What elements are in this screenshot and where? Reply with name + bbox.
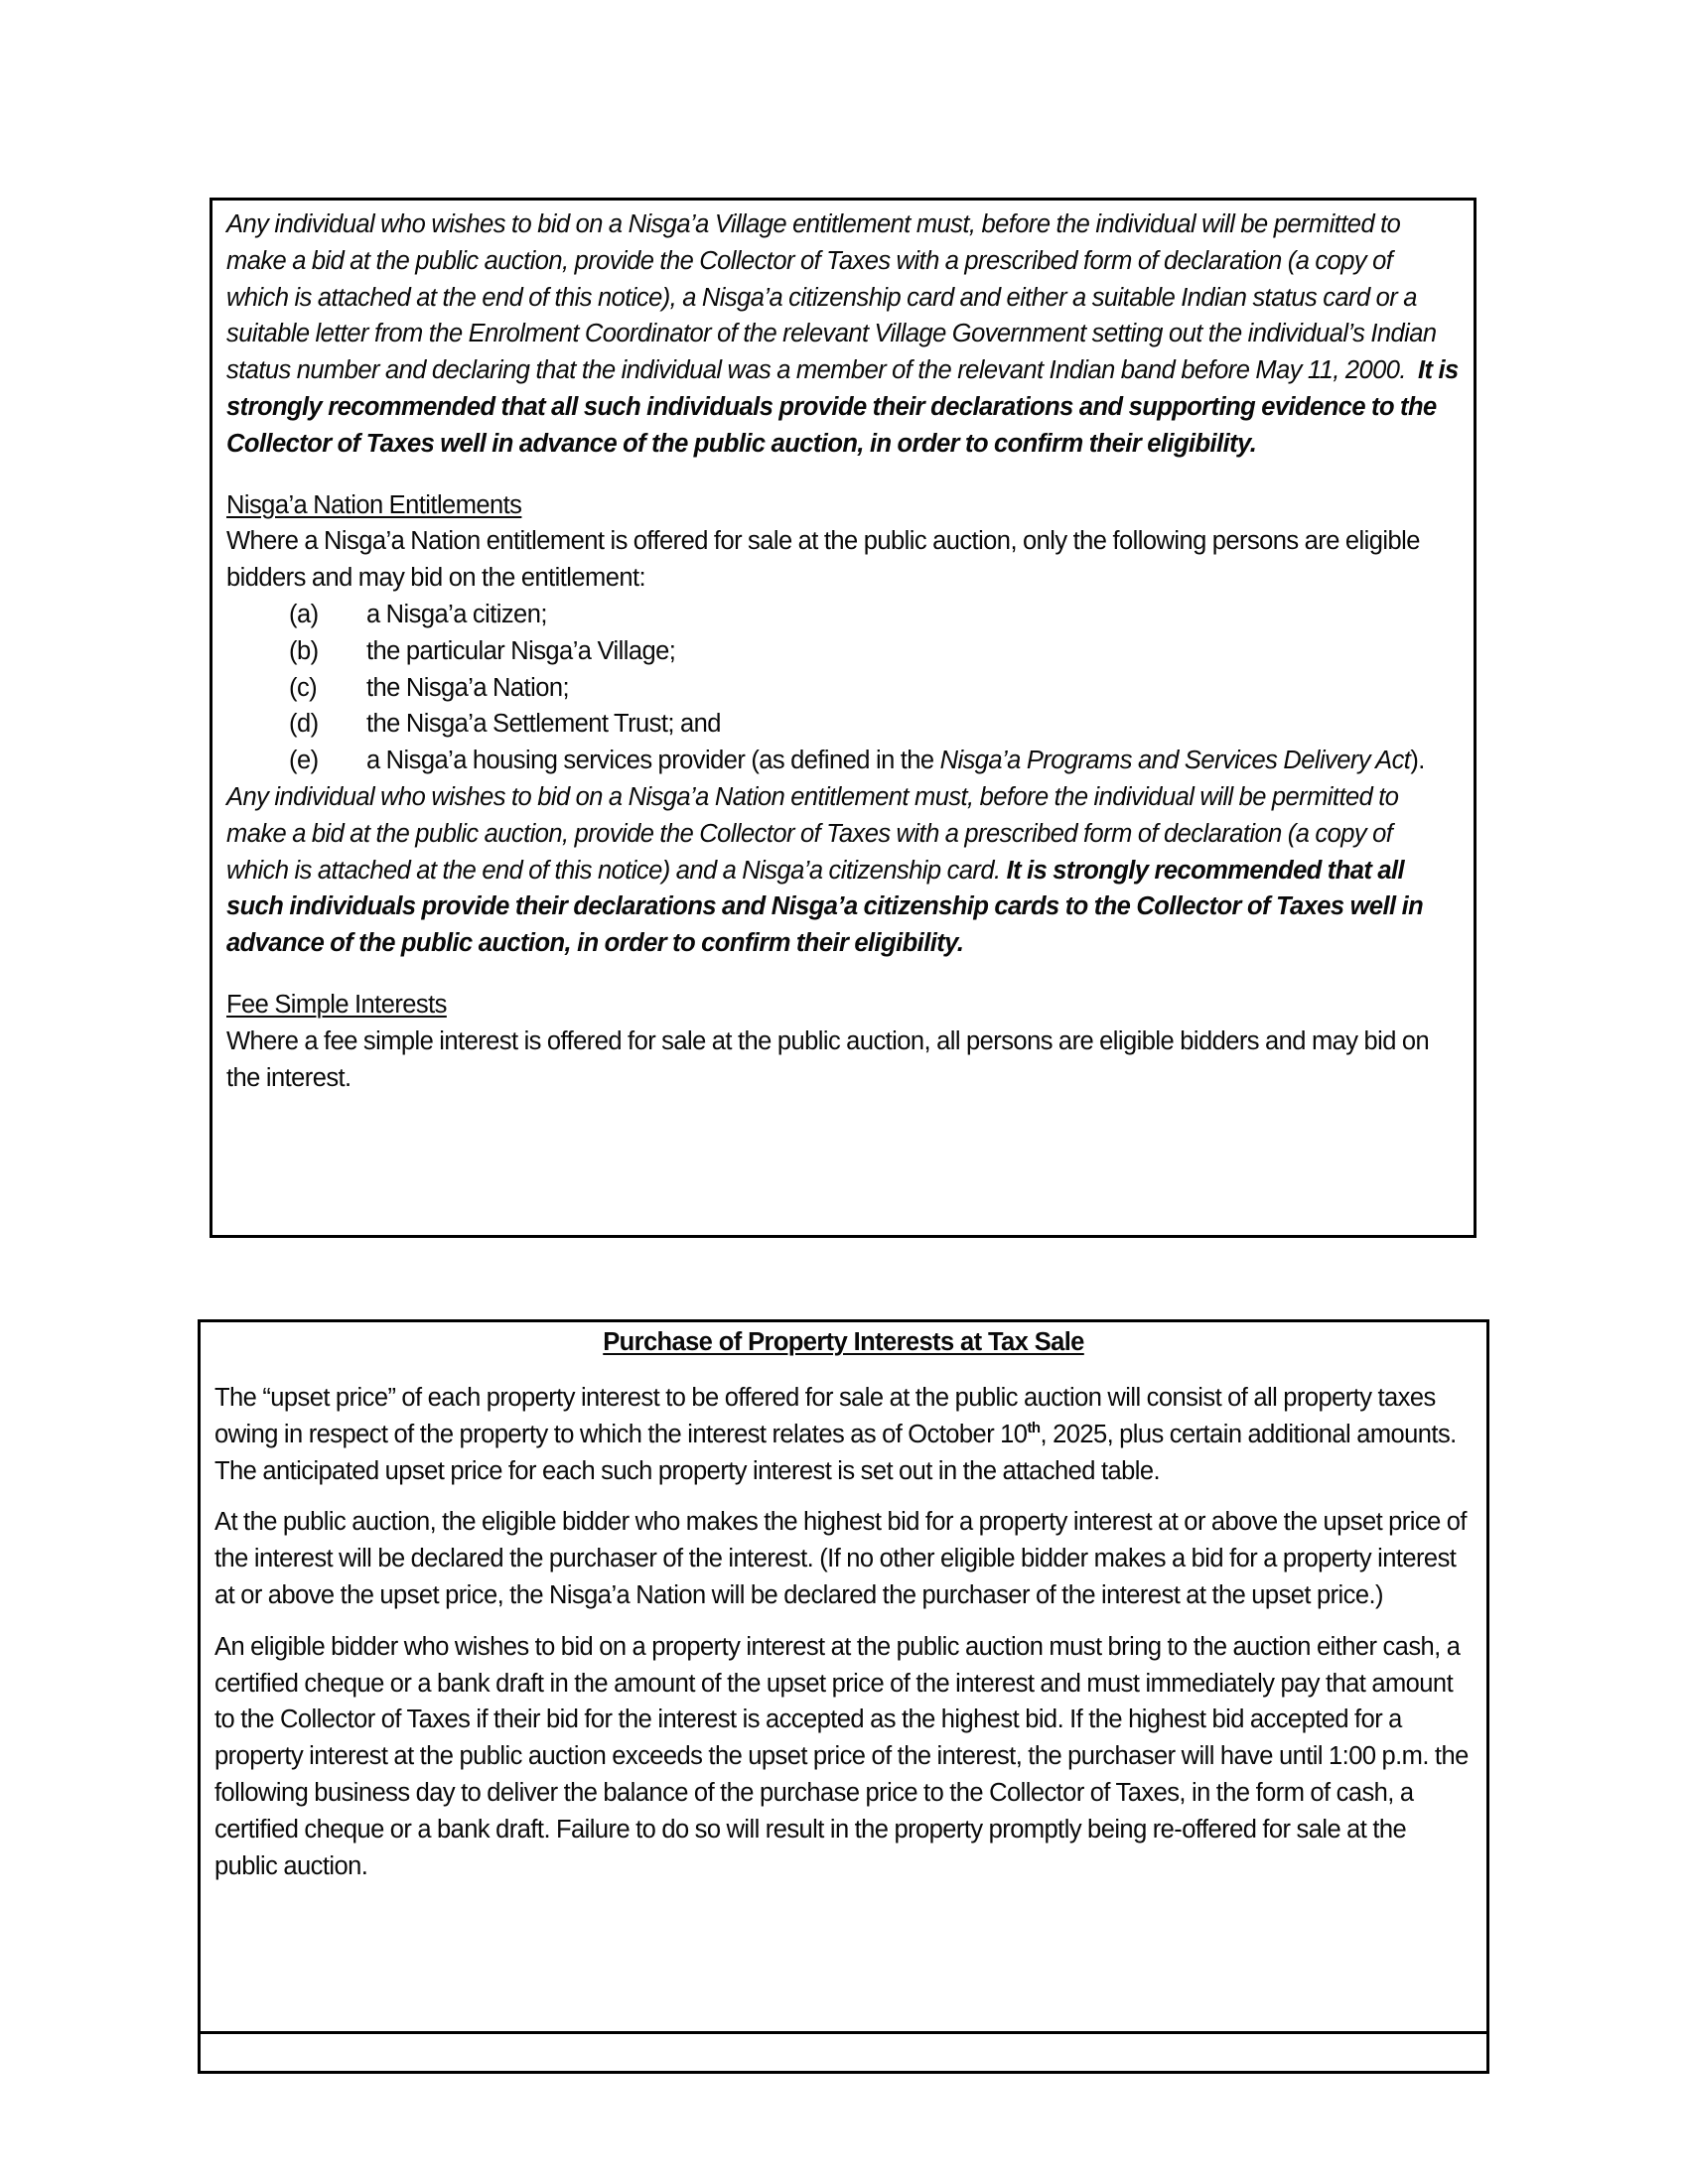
list-item-text: a Nisga’a citizen; — [366, 600, 547, 628]
list-item-text: the Nisga’a Settlement Trust; and — [366, 710, 721, 739]
list-item-text-end: ). — [1410, 747, 1425, 775]
list-item — [226, 633, 1460, 670]
list-item — [226, 743, 1460, 779]
payment-paragraph: An eligible bidder who wishes to bid on a property interest at the public auction must bring to the auction either cash, a certified cheque or a bank draft in the amount of the upset price of the interest and must immediately pay that amount to the Collector of Taxes if their bid for the interest is accepted as the highest bid. If the highest bid accepted for a property interest at the public auction exceeds the upset price of the interest, the purchaser will have until 1:00 p.m. the following business day to deliver the balance of the purchase price to the Collector of Taxes, in the form of cash, a certified cheque or a bank draft. Failure to do so will result in the property promptly being re-offered for sale at the public auction. — [214, 1632, 1469, 1880]
list-item — [226, 706, 1460, 743]
eligibility-box — [210, 198, 1477, 1238]
list-item-label: (e) — [289, 747, 319, 775]
list-item — [226, 597, 1460, 633]
upset-price-paragraph — [214, 1380, 1473, 1489]
nation-entitlements-intro: Where a Nisga’a Nation entitlement is offered for sale at the public auction, only the following persons are eligible bidders and may bid on the entitlement: — [226, 527, 1420, 593]
nation-recommendation-text: It is strongly recommended that all such individuals provide their declarations and Nisga’a citizenship cards to the Collector of Taxes well in advance of the public auction, in order to confirm their eligibility. — [226, 856, 1424, 958]
list-item-text-start: a Nisga’a housing services provider (as defined in the — [366, 747, 940, 775]
list-item-label: (d) — [289, 710, 319, 739]
empty-table-row — [201, 2034, 1486, 2071]
list-item-label: (b) — [289, 636, 319, 665]
nation-entitlement-paragraph — [226, 779, 1460, 962]
list-item-label: (c) — [289, 673, 318, 702]
list-item-text — [366, 743, 1460, 779]
list-item-label: (a) — [289, 600, 319, 628]
highest-bid-paragraph: At the public auction, the eligible bidder who makes the highest bid for a property interest at or above the upset price of the interest will be declared the purchaser of the interest. (If no other eligible bidder makes a bid for a property interest at or above the upset price, the Nisga’a Nation will be declared the purchaser of the interest at the upset price.) — [214, 1508, 1467, 1609]
village-entitlement-paragraph — [226, 206, 1460, 463]
upset-price-text: The “upset price” of each property interest to be offered for sale at the public auction will consist of all property taxes owing in respect of the property to which the interest relates as of October 10 — [214, 1384, 1436, 1448]
nation-requirements-text: Any individual who wishes to bid on a Nisga’a Nation entitlement must, before the individual will be permitted to make a bid at the public auction, provide the Collector of Taxes with a prescribed form of declaration (a copy of which is attached at the end of this notice) and a Nisga’a citizenship card. — [226, 782, 1399, 885]
list-item-text: the particular Nisga’a Village; — [366, 636, 676, 665]
act-title: Nisga’a Programs and Services Delivery Act — [939, 747, 1411, 775]
ordinal-suffix: th — [1027, 1419, 1041, 1436]
list-item-text: the Nisga’a Nation; — [366, 673, 570, 702]
purchase-box — [198, 1319, 1489, 2074]
eligible-bidders-list — [226, 597, 1460, 779]
purchase-heading: Purchase of Property Interests at Tax Sale — [603, 1328, 1084, 1356]
fee-simple-heading: Fee Simple Interests — [226, 990, 447, 1019]
nation-entitlements-heading: Nisga’a Nation Entitlements — [226, 490, 522, 519]
village-recommendation-text: It is strongly recommended that all such individuals provide their declarations and supporting evidence to the Collector of Taxes well in advance of the public auction, in order to confirm their eligibility. — [226, 356, 1459, 458]
upset-price-text-end: , 2025, plus certain additional amounts. The anticipated upset price for each such property interest is set out in the attached table. — [214, 1420, 1457, 1485]
fee-simple-text: Where a fee simple interest is offered for sale at the public auction, all persons are eligible bidders and may bid on the interest. — [226, 1026, 1430, 1092]
village-requirements-text: Any individual who wishes to bid on a Nisga’a Village entitlement must, before the individual will be permitted to make a bid at the public auction, provide the Collector of Taxes with a prescribed form of declaration (a copy of which is attached at the end of this notice), a Nisga’a citizenship card and either a suitable Indian status card or a suitable letter from the Enrolment Coordinator of the relevant Village Government setting out the individual’s Indian status number and declaring that the individual was a member of the relevant Indian band before May 11, 2000. — [226, 210, 1437, 385]
list-item — [226, 670, 1460, 707]
